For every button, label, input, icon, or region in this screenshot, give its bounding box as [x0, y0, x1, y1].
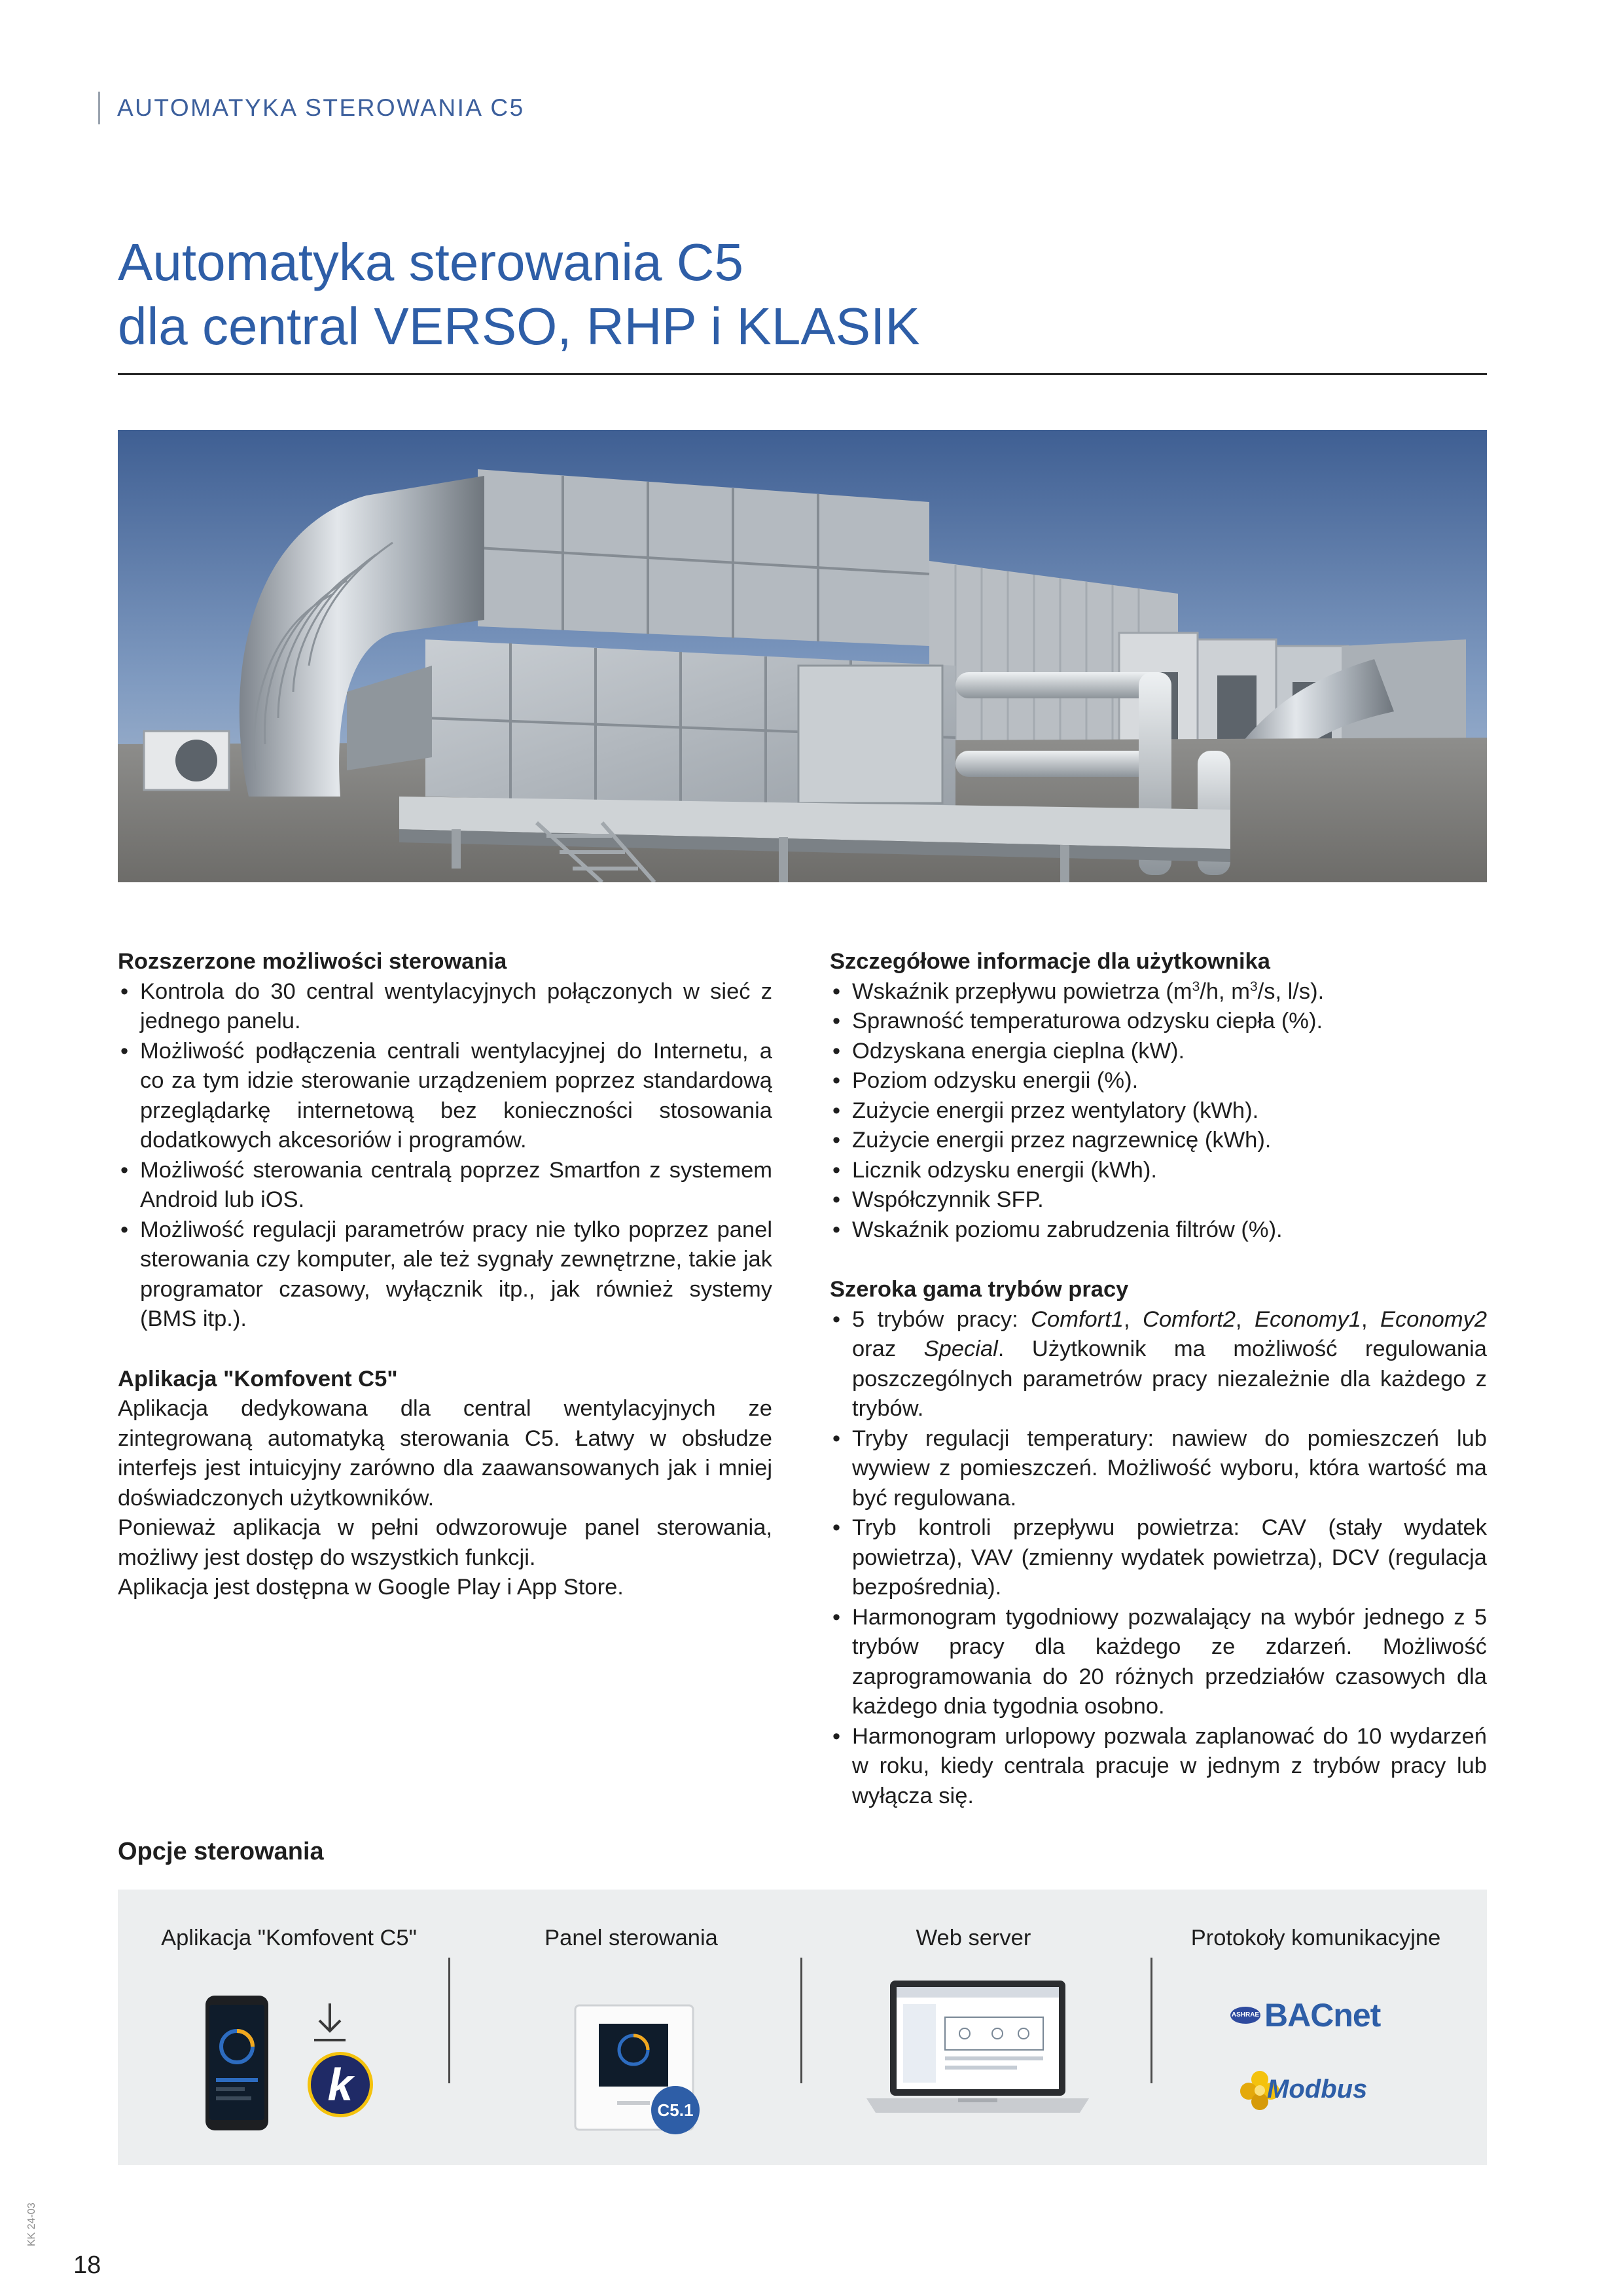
list-item: • Zużycie energii przez nagrzewnicę (kWh).: [830, 1126, 1487, 1156]
title-divider: [118, 373, 1487, 375]
download-icon: [309, 2001, 351, 2046]
bacnet-logo-text: BACnet: [1264, 1997, 1381, 2034]
text: ,: [1235, 1306, 1255, 1332]
option-label-app: Aplikacja "Komfovent C5": [161, 1926, 417, 1950]
text: ,: [1361, 1306, 1381, 1332]
superscript: 3: [1192, 978, 1200, 994]
list-item: • Kontrola do 30 central wentylacyjnych połączonych w sieć z jednego panelu.: [118, 977, 772, 1037]
list-item: • Możliwość regulacji parametrów pracy nie tylko poprzez panel sterowania czy komputer, ale też sygnały zewnętrzne, takie jak programator czasowy, wyłącznik itp., jak również systemy (BMS itp.).: [118, 1215, 772, 1335]
list-item: • Sprawność temperaturowa odzysku ciepła (%).: [830, 1007, 1487, 1037]
list-item: • Tryby regulacji temperatury: nawiew do pomieszczeń lub wywiew z pomieszczeń. Możliwość wyboru, która wartość ma być regulowana.: [830, 1424, 1487, 1514]
list-item-modes: [830, 1305, 1487, 1424]
option-label-web-server: Web server: [916, 1926, 1031, 1950]
option-divider: [1150, 1958, 1152, 2083]
section-heading-control-options: Rozszerzone możliwości sterowania: [118, 949, 507, 974]
left-column: [118, 947, 772, 1603]
modbus-logo: [1237, 2066, 1367, 2112]
list-item: • Odzyskana energia cieplna (kW).: [830, 1037, 1487, 1067]
text: ,: [1124, 1306, 1143, 1332]
options-panel: [118, 1890, 1487, 2165]
list-item: • Wskaźnik poziomu zabrudzenia filtrów (%).: [830, 1215, 1487, 1246]
list-item: • Harmonogram urlopowy pozwala zaplanować do 10 wydarzeń w roku, kiedy centrala pracuje w jednym z trybów pracy lub wyłącza się.: [830, 1722, 1487, 1812]
page-number: 18: [73, 2251, 101, 2279]
list-item: • Współczynnik SFP.: [830, 1185, 1487, 1215]
laptop-icon: [866, 1978, 1089, 2132]
list-item: • Możliwość sterowania centralą poprzez Smartfon z systemem Android lub iOS.: [118, 1156, 772, 1215]
hero-photo-air-handling-unit: [118, 430, 1487, 882]
text: . Użytkownik ma możliwość regulowania poszczególnych parametrów pracy niezależnie dla każdego z trybów.: [852, 1336, 1487, 1421]
section-heading-operating-modes: Szeroka gama trybów pracy: [830, 1277, 1129, 1302]
modbus-logo-text: Modbus: [1267, 2074, 1368, 2104]
section-heading-user-info: Szczegółowe informacje dla użytkownika: [830, 949, 1270, 974]
user-info-list: [830, 977, 1487, 1246]
operating-modes-list: [830, 1305, 1487, 1812]
bacnet-logo: [1230, 1996, 1380, 2034]
control-options-list: [118, 977, 772, 1335]
right-column: [830, 947, 1487, 1811]
list-item-airflow: [830, 977, 1487, 1007]
mode-name: Comfort2: [1143, 1306, 1236, 1332]
airflow-text-pre: Wskaźnik przepływu powietrza (m: [852, 978, 1192, 1004]
app-paragraph: Aplikacja jest dostępna w Google Play i App Store.: [118, 1575, 624, 1600]
list-item: • Tryb kontroli przepływu powietrza: CAV (stały wydatek powietrza), VAV (zmienny wydatek powietrza), DCV (regulacja bezpośrednia).: [830, 1513, 1487, 1603]
option-divider: [448, 1958, 450, 2083]
mode-name: Special: [923, 1336, 998, 1361]
mode-name: Economy2: [1380, 1306, 1488, 1332]
mode-name: Comfort1: [1031, 1306, 1124, 1332]
text: oraz: [852, 1336, 924, 1361]
app-icon-letter: k: [327, 2059, 353, 2110]
list-item: • Licznik odzysku energii (kWh).: [830, 1156, 1487, 1186]
option-label-protocols: Protokoły komunikacyjne: [1190, 1926, 1441, 1950]
page-title-line-2: dla central VERSO, RHP i KLASIK: [118, 297, 920, 355]
option-label-panel: Panel sterowania: [544, 1926, 718, 1950]
running-header-text: AUTOMATYKA STEROWANIA C5: [117, 94, 525, 121]
mode-name: Economy1: [1254, 1306, 1361, 1332]
page-title: [118, 230, 1492, 359]
panel-badge: [651, 2086, 700, 2134]
ashrae-icon: ASHRAE: [1230, 2007, 1260, 2024]
list-item: • Poziom odzysku energii (%).: [830, 1066, 1487, 1096]
option-divider: [800, 1958, 802, 2083]
komfovent-app-icon: [308, 2052, 373, 2117]
airflow-text-post: /s, l/s).: [1257, 978, 1325, 1004]
app-paragraph: Aplikacja dedykowana dla central wentylacyjnych ze zintegrowaną automatyką sterowania C5. Łatwy w obsłudze interfejs jest intuicyjny zarówno dla zaawansowanych jak i mniej doświadczonych użytkowników.: [118, 1396, 772, 1511]
text: 5 trybów pracy:: [852, 1306, 1031, 1332]
panel-badge-text: C5.1: [657, 2100, 694, 2120]
page-title-line-1: Automatyka sterowania C5: [118, 233, 744, 291]
superscript: 3: [1249, 978, 1258, 994]
list-item: • Zużycie energii przez wentylatory (kWh).: [830, 1096, 1487, 1126]
section-heading-app: Aplikacja "Komfovent C5": [118, 1366, 398, 1391]
options-heading: Opcje sterowania: [118, 1838, 324, 1865]
running-header: [98, 92, 525, 124]
smartphone-icon: [204, 1994, 270, 2135]
footer-code: KK 24-03: [26, 2202, 37, 2246]
app-paragraph: Ponieważ aplikacja w pełni odwzorowuje panel sterowania, możliwy jest dostęp do wszystkich funkcji.: [118, 1515, 772, 1570]
list-item: • Harmonogram tygodniowy pozwalający na wybór jednego z 5 trybów pracy dla każdego ze zdarzeń. Możliwość zaprogramowania do 20 różnych przedziałów czasowych dla każdego dnia tygodnia osobno.: [830, 1603, 1487, 1722]
airflow-text-mid: /h, m: [1200, 978, 1250, 1004]
list-item: • Możliwość podłączenia centrali wentylacyjnej do Internetu, a co za tym idzie sterowanie urządzeniem poprzez standardową przeglądarkę internetową bez konieczności stosowania dodatkowych akcesoriów i programów.: [118, 1037, 772, 1156]
